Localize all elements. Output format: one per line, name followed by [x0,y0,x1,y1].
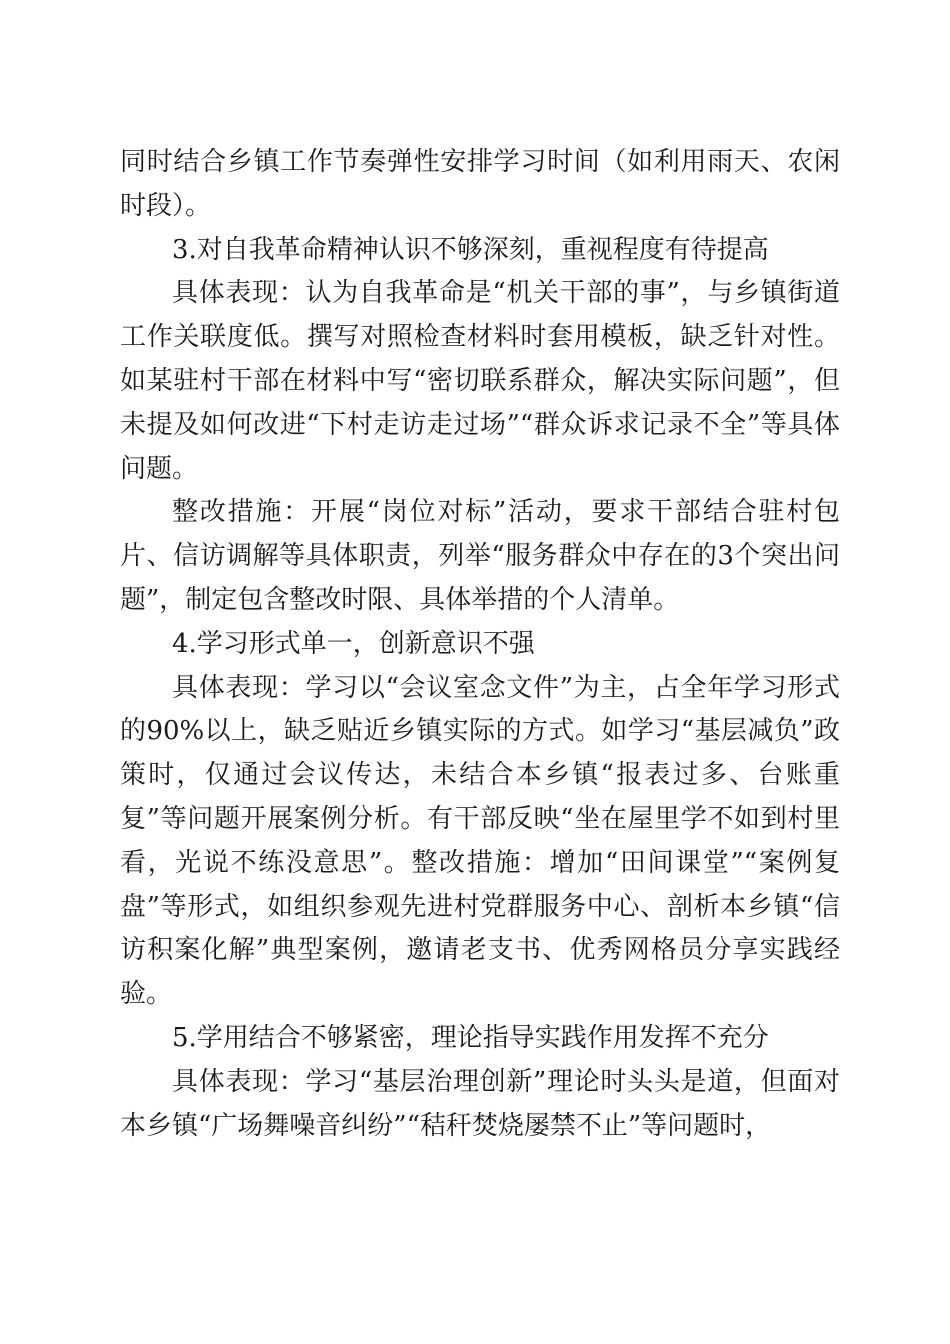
section-heading-4: 4.学习形式单一，创新意识不强 [172,628,535,659]
paragraph-manifestation-4: 具体表现：学习以“会议室念文件”为主，占全年学习形式的90%以上，缺乏贴近乡镇实际的方式。如学习“基层减负”政策时，仅通过会议传达，未结合本乡镇“报表过多、台账重复”等问题开展案例分析。有干部反映“坐在屋里学不如到村里看，光说不练没意思”。整改措施：增加“田间课堂”“案例复盘”等形式，如组织参观先进村党群服务中心、剖析本乡镇“信访积案化解”典型案例，邀请老支书、优秀网格员分享实践经验。 [120,672,840,1010]
paragraph-continuation: 同时结合乡镇工作节奏弹性安排学习时间（如利用雨天、农闲时段）。 [120,147,840,221]
paragraph-rectification-3: 整改措施：开展“岗位对标”活动，要求干部结合驻村包片、信访调解等具体职责，列举“服务群众中存在的3个突出问题”，制定包含整改时限、具体举措的个人清单。 [120,497,840,615]
document-body [120,141,840,1148]
section-heading-5: 5.学用结合不够紧密，理论指导实践作用发挥不充分 [172,1022,769,1053]
section-heading-3: 3.对自我革命精神认识不够深刻，重视程度有待提高 [172,234,769,265]
paragraph-manifestation-3: 具体表现：认为自我革命是“机关干部的事”，与乡镇街道工作关联度低。撰写对照检查材料时套用模板，缺乏针对性。如某驻村干部在材料中写“密切联系群众，解决实际问题”，但未提及如何改进“下村走访走过场”“群众诉求记录不全”等具体问题。 [120,278,840,484]
paragraph-manifestation-5: 具体表现：学习“基层治理创新”理论时头头是道，但面对本乡镇“广场舞噪音纠纷”“秸秆焚烧屡禁不止”等问题时， [120,1066,840,1141]
